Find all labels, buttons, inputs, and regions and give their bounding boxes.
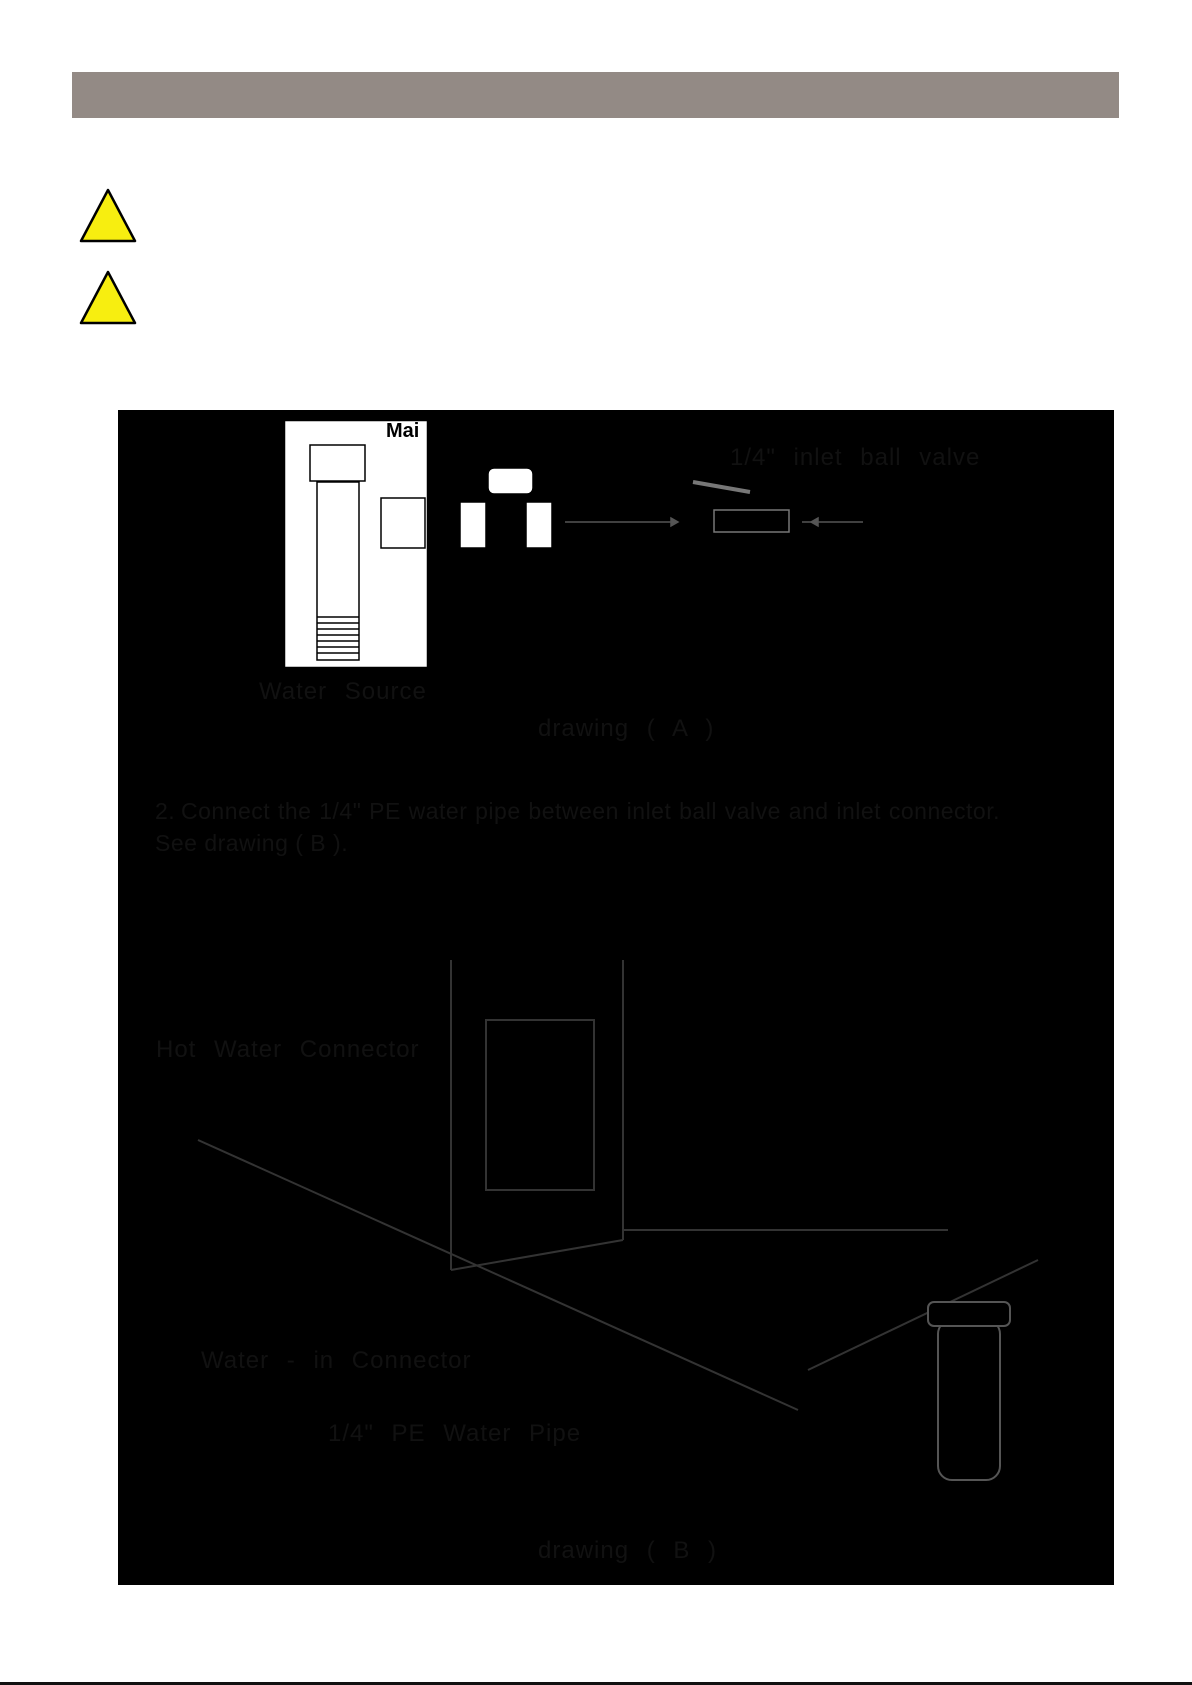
inlet-ball-valve-label: 1/4" inlet ball valve [730,444,981,471]
drawing-b-caption: drawing ( B ) [538,1537,718,1564]
section-header-bar [72,72,1119,118]
warning-triangle-icon [78,186,138,246]
drawing-a-caption: drawing ( A ) [538,715,715,742]
water-source-fitting [286,422,426,666]
installation-drawings [118,410,1114,1585]
step-2-instruction [155,795,1000,859]
water-in-connector-label: Water - in Connector [201,1347,472,1374]
filter-cartridge [928,1302,1010,1480]
warning-triangle-icon [78,268,138,328]
hot-water-connector-label: Hot Water Connector [156,1036,420,1063]
main-label: Mai [386,420,420,442]
connector-fittings [460,468,552,548]
step-number: 2. [155,798,176,824]
installation-diagram [118,410,1114,1585]
step-text: Connect the 1/4" PE water pipe between inlet ball valve and inlet connector. See drawing ( B ). [155,798,1000,856]
pe-water-pipe-label: 1/4" PE Water Pipe [328,1420,582,1447]
ball-valve-assembly [565,482,863,532]
dispenser-unit [451,960,948,1270]
water-source-label: Water Source [259,678,427,705]
